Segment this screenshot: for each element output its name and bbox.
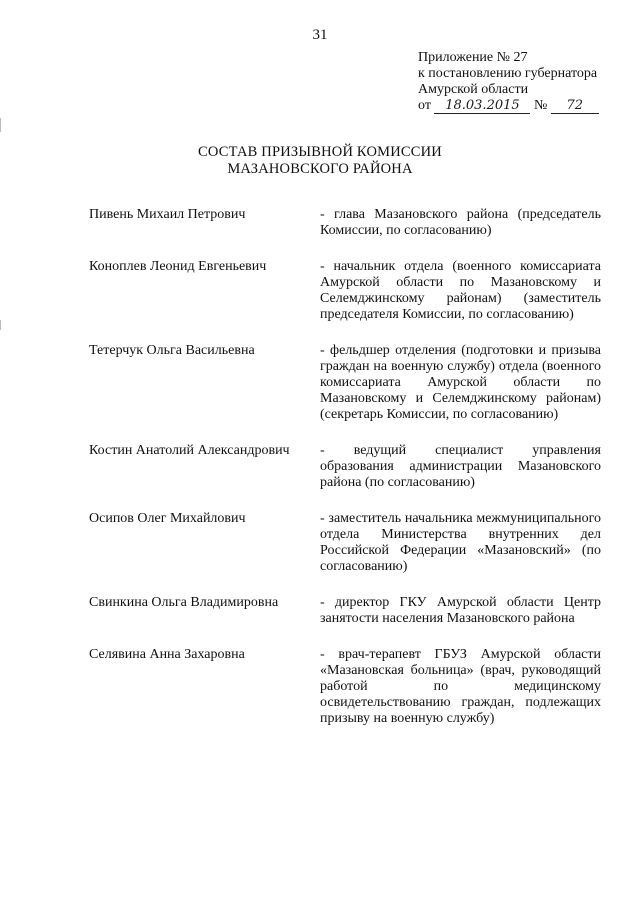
member-role: - начальник отдела (военного комиссариата Амурской области по Мазановскому и Селемджинскому районам) (заместитель председателя Комиссии, по согласованию) bbox=[320, 259, 601, 322]
members-list bbox=[89, 207, 601, 747]
scan-margin-mark bbox=[0, 320, 1, 330]
member-name: Коноплев Леонид Евгеньевич bbox=[89, 259, 267, 274]
handwritten-number: 72 bbox=[551, 99, 599, 114]
appendix-date-line bbox=[418, 98, 628, 114]
member-name: Селявина Анна Захаровна bbox=[89, 647, 245, 662]
member-role: - глава Мазановского района (председатель Комиссии, по согласованию) bbox=[320, 207, 601, 238]
member-name: Осипов Олег Михайлович bbox=[89, 511, 246, 526]
member-name: Пивень Михаил Петрович bbox=[89, 207, 246, 222]
member-name: Тетерчук Ольга Васильевна bbox=[89, 343, 255, 358]
appendix-line-decree: к постановлению губернатора bbox=[418, 66, 598, 81]
member-role: - врач-терапевт ГБУЗ Амурской области «Мазановская больница» (врач, руководящий работой по медицинскому освидетельствованию граждан, подлежащих призыву на военную службу) bbox=[320, 647, 601, 726]
member-row bbox=[89, 443, 601, 491]
member-row bbox=[89, 595, 601, 627]
date-prefix: от bbox=[418, 98, 431, 113]
member-row bbox=[89, 511, 601, 575]
appendix-line-region: Амурской области bbox=[418, 82, 529, 97]
member-role: - заместитель начальника межмуниципального отдела Министерства внутренних дел Российской Федерации «Мазановский» (по согласованию) bbox=[320, 511, 601, 574]
member-name: Костин Анатолий Александрович bbox=[89, 443, 290, 458]
member-role: - директор ГКУ Амурской области Центр занятости населения Мазановского района bbox=[320, 595, 601, 626]
scan-margin-mark bbox=[0, 118, 1, 132]
member-row bbox=[89, 207, 601, 239]
member-row bbox=[89, 343, 601, 423]
appendix-block bbox=[418, 50, 628, 114]
member-row bbox=[89, 647, 601, 727]
member-row bbox=[89, 259, 601, 323]
member-role: - ведущий специалист управления образования администрации Мазановского района (по согласованию) bbox=[320, 443, 601, 490]
member-role: - фельдшер отделения (подготовки и призыва граждан на военную службу) отдела (военного комиссариата Амурской области по Мазановскому и Селемджинскому районам) (секретарь Комиссии, по согласованию) bbox=[320, 343, 601, 422]
member-name: Свинкина Ольга Владимировна bbox=[89, 595, 279, 610]
number-prefix: № bbox=[533, 98, 548, 113]
title-line-2: МАЗАНОВСКОГО РАЙОНА bbox=[227, 161, 413, 177]
document-title bbox=[0, 144, 640, 178]
title-line-1: СОСТАВ ПРИЗЫВНОЙ КОМИССИИ bbox=[198, 144, 442, 160]
handwritten-date: 18.03.2015 bbox=[434, 99, 530, 114]
appendix-title: Приложение № 27 bbox=[418, 50, 528, 65]
page-number: 31 bbox=[312, 27, 328, 43]
